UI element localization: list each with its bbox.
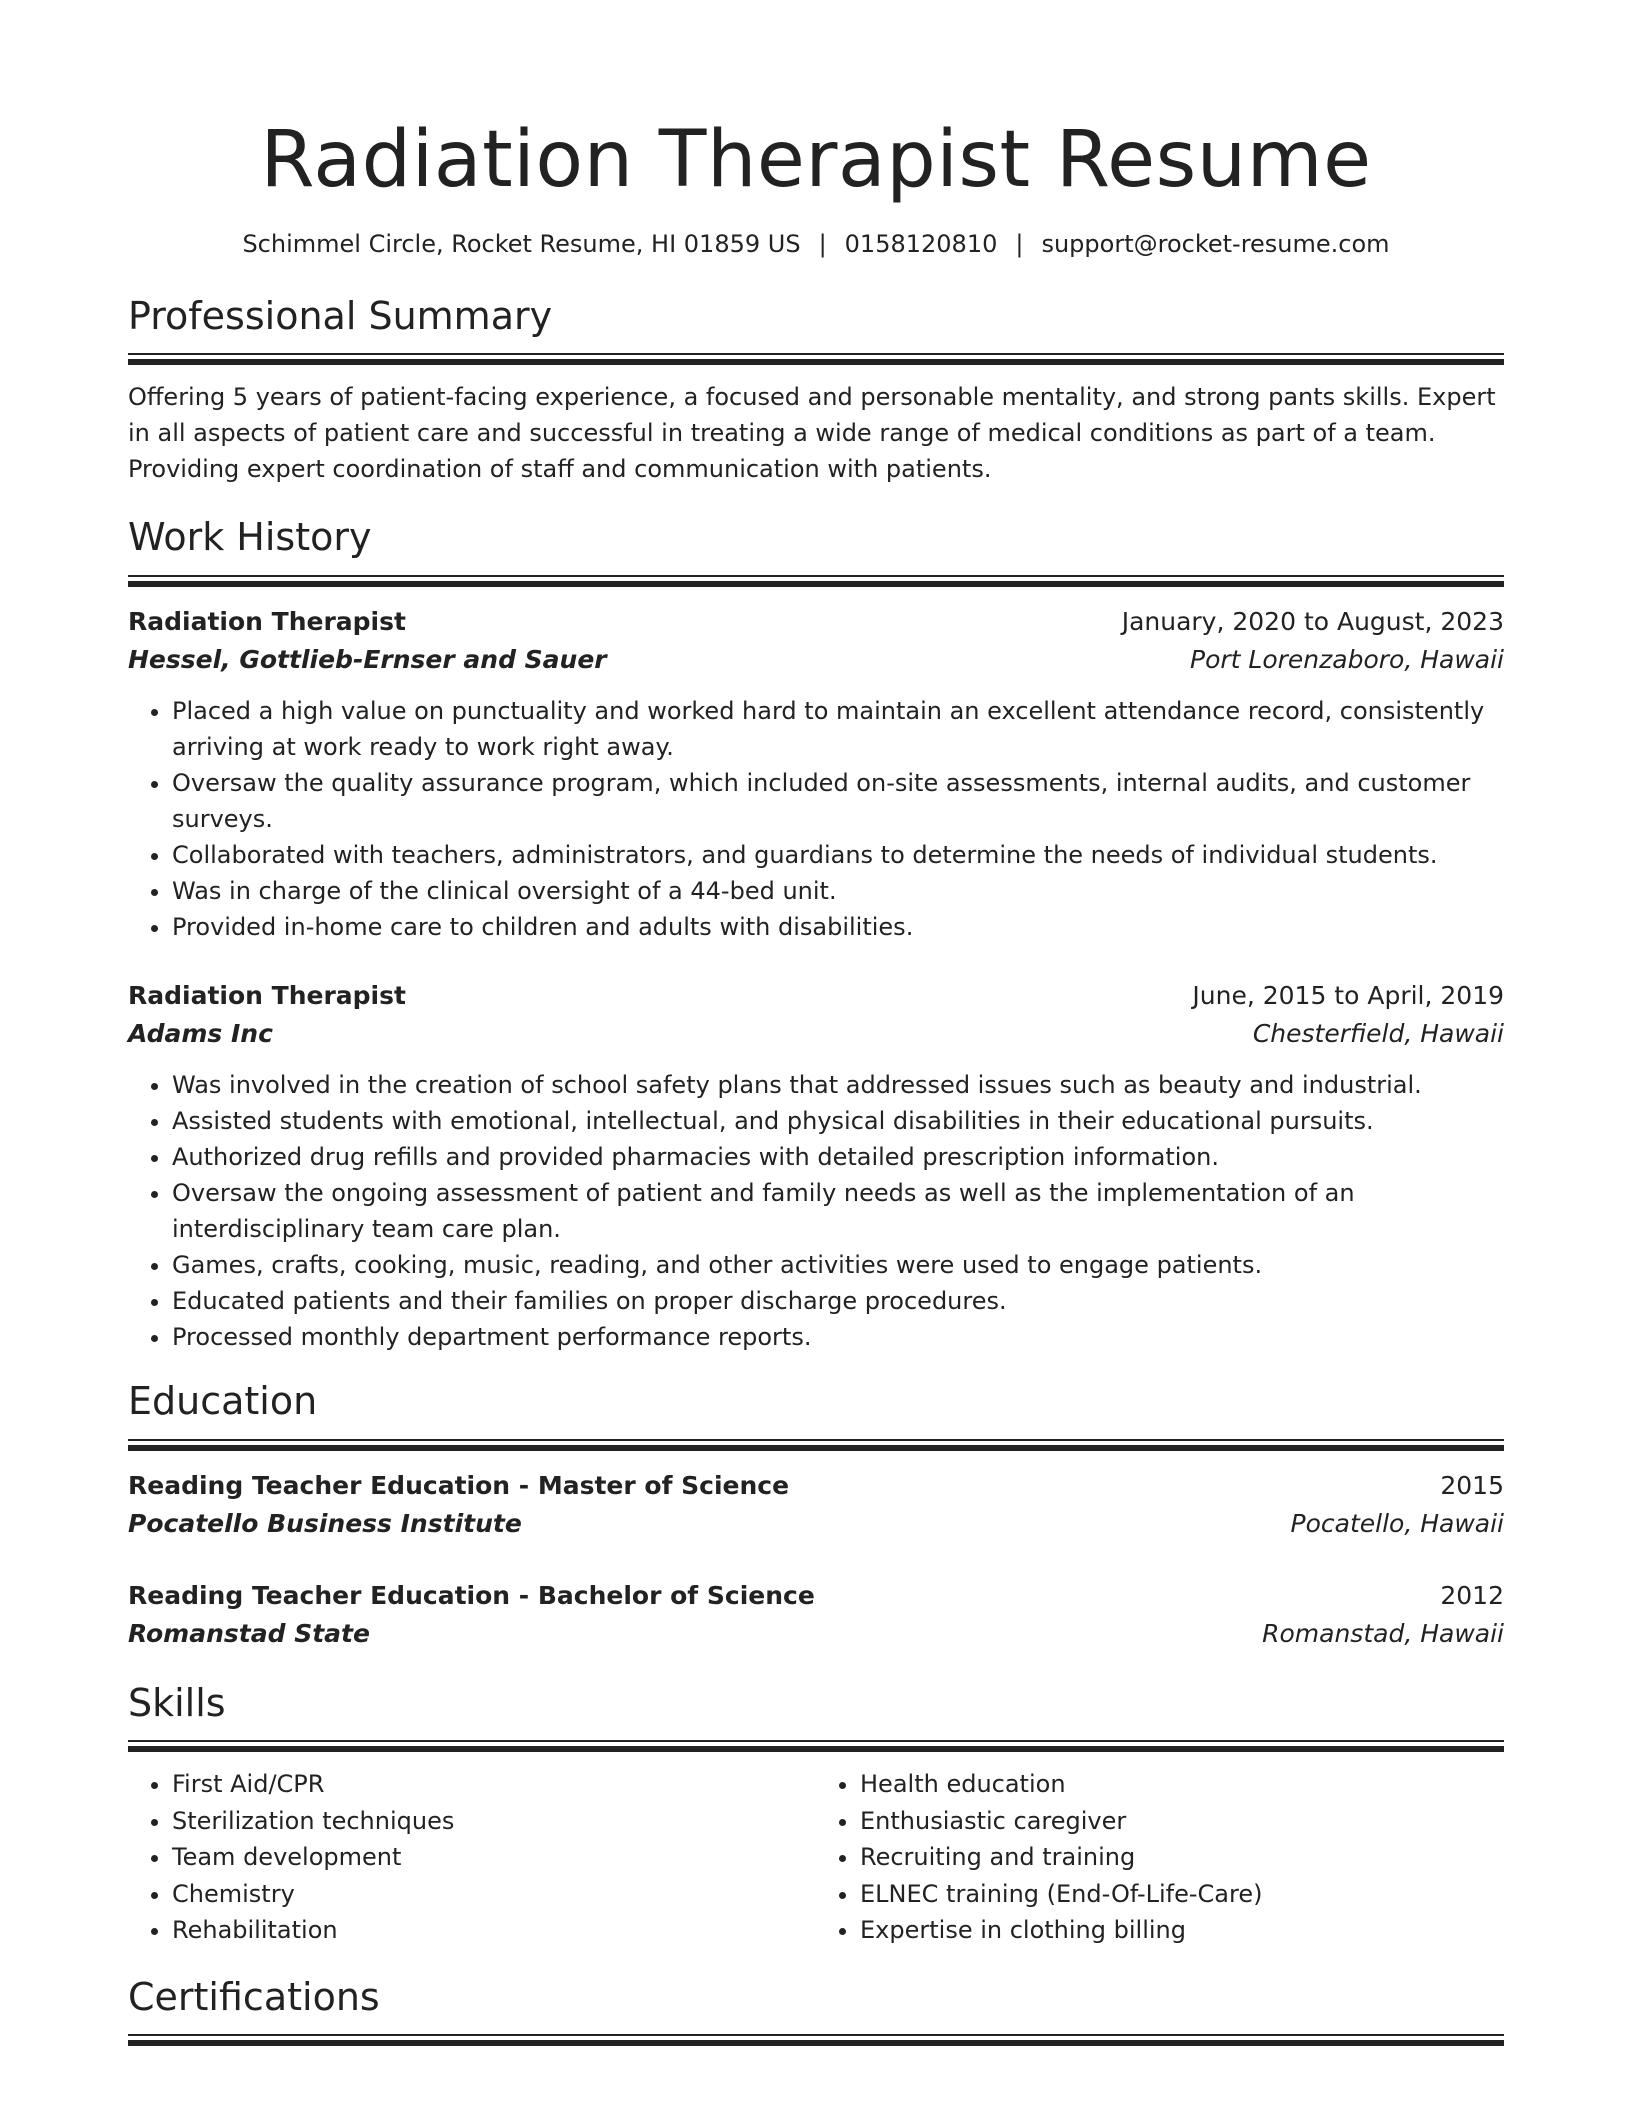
section-divider — [128, 2034, 1504, 2046]
section-divider — [128, 353, 1504, 365]
list-item: • Authorized drug refills and provided pharmacies with detailed prescription information. — [172, 1139, 1504, 1175]
list-item: • Oversaw the quality assurance program, which included on-site assessments, internal audits, and customer surveys. — [172, 765, 1504, 837]
certifications-section — [128, 1975, 1504, 2047]
list-item: • Was in charge of the clinical oversight of a 44-bed unit. — [172, 873, 1504, 909]
skill-item: • First Aid/CPR — [172, 1766, 816, 1803]
job-company: Hessel, Gottlieb-Ernser and Sauer — [128, 644, 607, 674]
contact-address: Schimmel Circle, Rocket Resume, HI 01859 US — [242, 229, 801, 258]
education-school: Romanstad State — [128, 1618, 370, 1648]
education-degree: Reading Teacher Education - Bachelor of Science — [128, 1580, 815, 1610]
skill-item: • ELNEC training (End-Of-Life-Care) — [860, 1876, 1504, 1913]
job-dates: January, 2020 to August, 2023 — [1121, 606, 1504, 636]
list-item: • Games, crafts, cooking, music, reading, and other activities were used to engage patients. — [172, 1247, 1504, 1283]
job-location: Chesterfield, Hawaii — [1252, 1018, 1504, 1048]
section-divider — [128, 1740, 1504, 1752]
section-divider — [128, 1439, 1504, 1451]
skill-item: • Expertise in clothing billing — [860, 1912, 1504, 1949]
skill-item: • Chemistry — [172, 1876, 816, 1913]
skill-item: • Sterilization techniques — [172, 1803, 816, 1840]
contact-line — [128, 230, 1504, 258]
job-entry — [128, 977, 1504, 1355]
work-history-heading: Work History — [128, 515, 372, 560]
contact-separator: | — [818, 229, 827, 258]
education-year: 2015 — [1440, 1470, 1504, 1500]
page-title: Radiation Therapist Resume — [260, 115, 1372, 205]
education-year: 2012 — [1440, 1580, 1504, 1610]
contact-separator: | — [1015, 229, 1024, 258]
summary-section — [128, 294, 1504, 488]
list-item: • Assisted students with emotional, intellectual, and physical disabilities in their educational pursuits. — [172, 1103, 1504, 1139]
education-entry — [128, 1577, 1504, 1653]
education-school: Pocatello Business Institute — [128, 1508, 522, 1538]
skills-heading: Skills — [128, 1680, 226, 1725]
education-location: Romanstad, Hawaii — [1262, 1618, 1504, 1648]
summary-heading: Professional Summary — [128, 293, 553, 338]
skill-item: • Enthusiastic caregiver — [860, 1803, 1504, 1840]
list-item: • Placed a high value on punctuality and worked hard to maintain an excellent attendance record, consistently arriving at work ready to work right away. — [172, 693, 1504, 765]
section-divider — [128, 575, 1504, 587]
education-degree: Reading Teacher Education - Master of Science — [128, 1470, 790, 1500]
list-item: • Processed monthly department performance reports. — [172, 1319, 1504, 1355]
job-location: Port Lorenzaboro, Hawaii — [1190, 644, 1504, 674]
list-item: • Oversaw the ongoing assessment of patient and family needs as well as the implementation of an interdisciplinary team care plan. — [172, 1175, 1504, 1247]
contact-phone: 0158120810 — [844, 229, 998, 258]
list-item: • Provided in-home care to children and adults with disabilities. — [172, 909, 1504, 945]
education-location: Pocatello, Hawaii — [1290, 1508, 1504, 1538]
contact-email: support@rocket-resume.com — [1041, 229, 1390, 258]
skills-section — [128, 1681, 1504, 1949]
work-history-section — [128, 515, 1504, 1355]
summary-text: Offering 5 years of patient-facing experience, a focused and personable mentality, and strong pants skills. Expert in all aspects of patient care and successful in treating a wide range of medical conditions as part of a team. Providing expert coordination of staff and communication with patients. — [128, 383, 1496, 484]
job-title: Radiation Therapist — [128, 606, 406, 636]
job-company: Adams Inc — [128, 1018, 273, 1048]
job-title: Radiation Therapist — [128, 980, 406, 1010]
certifications-heading: Certifications — [128, 1974, 380, 2019]
skills-column-right — [816, 1766, 1504, 1949]
list-item: • Collaborated with teachers, administrators, and guardians to determine the needs of individual students. — [172, 837, 1504, 873]
skill-item: • Recruiting and training — [860, 1839, 1504, 1876]
job-entry — [128, 603, 1504, 945]
skill-item: • Health education — [860, 1766, 1504, 1803]
job-bullets — [128, 1067, 1504, 1355]
list-item: • Educated patients and their families on proper discharge procedures. — [172, 1283, 1504, 1319]
skill-item: • Rehabilitation — [172, 1912, 816, 1949]
job-bullets — [128, 693, 1504, 945]
education-section — [128, 1379, 1504, 1653]
list-item: • Was involved in the creation of school safety plans that addressed issues such as beauty and industrial. — [172, 1067, 1504, 1103]
skill-item: • Team development — [172, 1839, 816, 1876]
skills-column-left — [128, 1766, 816, 1949]
education-heading: Education — [128, 1378, 318, 1423]
job-dates: June, 2015 to April, 2019 — [1192, 980, 1504, 1010]
education-entry — [128, 1467, 1504, 1543]
skills-list — [128, 1766, 1504, 1949]
